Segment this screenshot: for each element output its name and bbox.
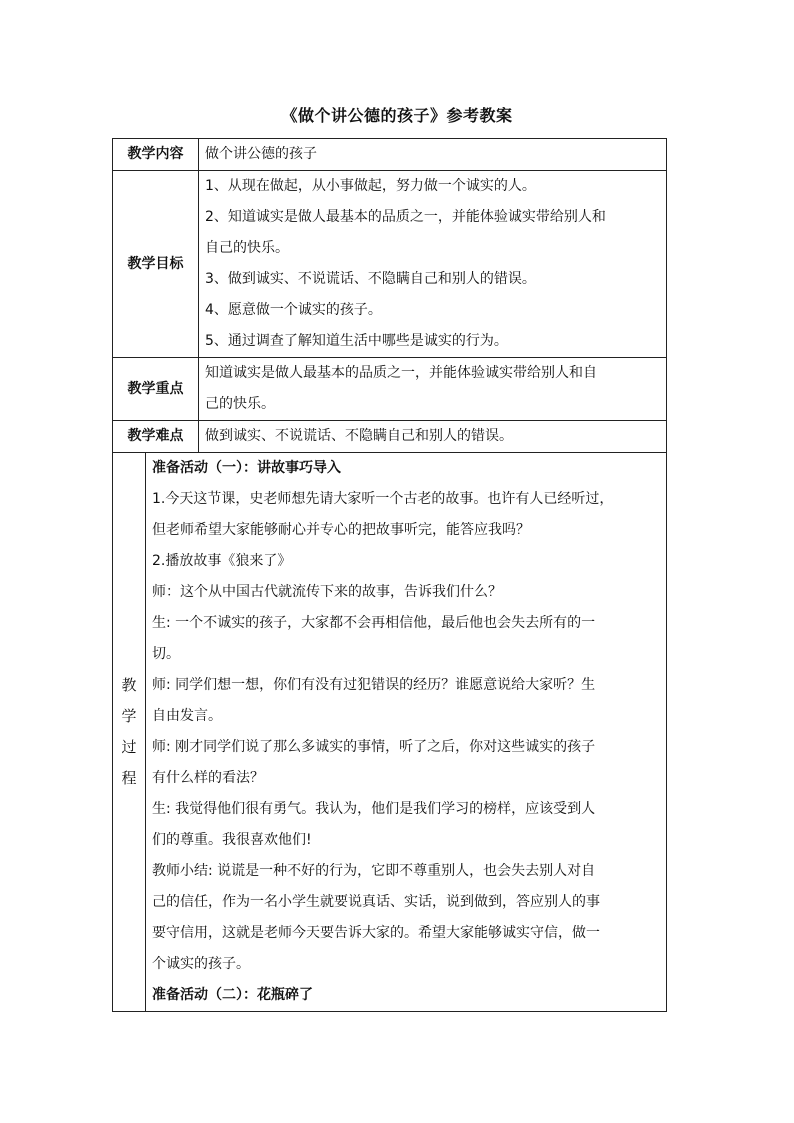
lesson-plan-table xyxy=(112,138,667,1012)
key-points-value xyxy=(199,358,667,421)
activity-2-title: 准备活动（二）：花瓶碎了 xyxy=(152,987,313,1003)
process-line: 们的尊重。我很喜欢他们! xyxy=(152,832,312,848)
process-label-char: 学 xyxy=(121,707,137,725)
process-label-char: 过 xyxy=(121,738,137,756)
document-title: 《做个讲公德的孩子》参考教案 xyxy=(281,106,513,125)
process-line: 自由发言。 xyxy=(152,708,222,724)
process-line: 师：这个从中国古代就流传下来的故事，告诉我们什么？ xyxy=(152,584,502,600)
process-label-char: 程 xyxy=(121,769,137,787)
key-points-label: 教学重点 xyxy=(113,358,199,421)
goal-line: 2、知道诚实是做人最基本的品质之一，并能体验诚实带给别人和 xyxy=(205,209,606,225)
process-line: 教师小结: 说谎是一种不好的行为，它即不尊重别人，也会失去别人对自 xyxy=(152,863,596,879)
goal-line: 4、愿意做一个诚实的孩子。 xyxy=(205,302,382,318)
process-line: 生: 一个不诚实的孩子，大家都不会再相信他，最后他也会失去所有的一 xyxy=(152,615,596,631)
content-label: 教学内容 xyxy=(113,139,199,171)
row-content xyxy=(113,139,667,171)
difficulty-label: 教学难点 xyxy=(113,421,199,453)
row-key-points xyxy=(113,358,667,421)
row-process xyxy=(113,453,667,1012)
process-value xyxy=(146,453,667,1012)
row-goals xyxy=(113,171,667,358)
process-line: 生: 我觉得他们很有勇气。我认为，他们是我们学习的榜样，应该受到人 xyxy=(152,801,596,817)
process-line: 2.播放故事《狼来了》 xyxy=(152,553,292,569)
key-point-line: 知道诚实是做人最基本的品质之一，并能体验诚实带给别人和自 xyxy=(205,365,597,381)
process-line: 要守信用，这就是老师今天要告诉大家的。希望大家能够诚实守信，做一 xyxy=(152,925,600,941)
process-line: 个诚实的孩子。 xyxy=(152,956,250,972)
content-value: 做个讲公德的孩子 xyxy=(199,139,667,171)
goals-label: 教学目标 xyxy=(113,171,199,358)
key-point-line: 己的快乐。 xyxy=(205,396,275,412)
activity-1-title: 准备活动（一）：讲故事巧导入 xyxy=(152,460,341,476)
row-difficulty xyxy=(113,421,667,453)
process-line: 但老师希望大家能够耐心并专心的把故事听完，能答应我吗？ xyxy=(152,522,530,538)
goal-line: 1、从现在做起，从小事做起，努力做一个诚实的人。 xyxy=(205,178,536,194)
process-line: 师: 刚才同学们说了那么多诚实的事情，听了之后，你对这些诚实的孩子 xyxy=(152,739,596,755)
process-label-char: 教 xyxy=(121,676,137,694)
goal-line: 5、通过调查了解知道生活中哪些是诚实的行为。 xyxy=(205,333,508,349)
goal-line: 3、做到诚实、不说谎话、不隐瞒自己和别人的错误。 xyxy=(205,271,536,287)
difficulty-value: 做到诚实、不说谎话、不隐瞒自己和别人的错误。 xyxy=(199,421,667,453)
goals-value xyxy=(199,171,667,358)
process-line: 有什么样的看法？ xyxy=(152,770,264,786)
process-line: 1.今天这节课，史老师想先请大家听一个古老的故事。也许有人已经听过， xyxy=(152,491,614,507)
goal-line: 自己的快乐。 xyxy=(205,240,289,256)
process-line: 切。 xyxy=(152,646,180,662)
process-label xyxy=(113,453,146,1012)
process-line: 己的信任，作为一名小学生就要说真话、实话，说到做到，答应别人的事 xyxy=(152,894,600,910)
process-line: 师: 同学们想一想，你们有没有过犯错误的经历？谁愿意说给大家听？生 xyxy=(152,677,596,693)
